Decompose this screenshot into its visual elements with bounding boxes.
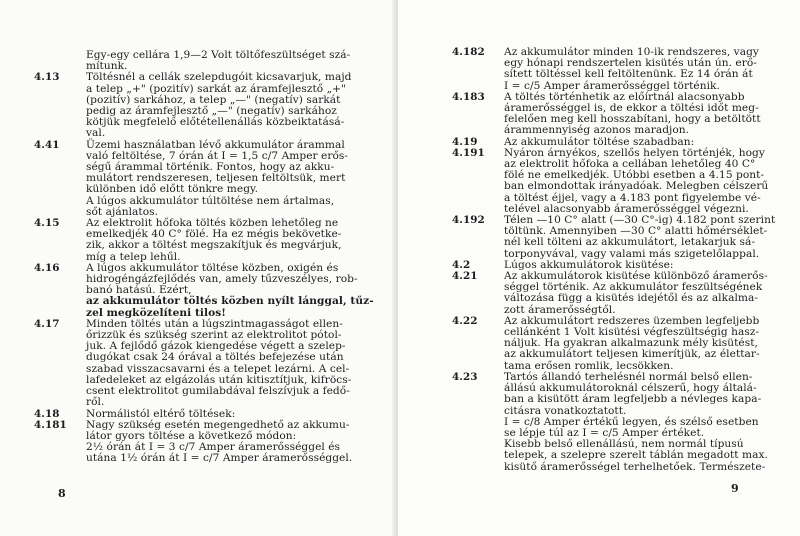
text-line: citásra vonatkoztatott.: [504, 404, 627, 417]
text-line: sőt ajánlatos.: [86, 205, 159, 218]
text-line: Tartós állandó terhelésnél normál belső ellen-: [504, 370, 753, 383]
text-line: mulátort rendszeresen, teljesen feltöltsük, mert: [86, 172, 346, 185]
section-number: 4.18: [34, 407, 60, 420]
text-line: val.: [86, 127, 106, 140]
section-number: 4.22: [452, 314, 478, 327]
section-number: 4.13: [34, 71, 60, 84]
text-line: hidrogéngázfejlődés van, amely tűzveszélyes, rob-: [86, 273, 358, 286]
section-number: 4.15: [34, 217, 60, 230]
text-line: Üzemi használatban lévő akkumulátor árammal: [86, 138, 345, 151]
text-line: töltünk. Amennyiben —30 C° alatti hőmérséklet-: [504, 225, 768, 238]
text-line: árammennyiség azonos maradjon.: [504, 124, 690, 137]
text-line: tama erősen romlik, lecsökken.: [504, 359, 674, 372]
text-line: lafedeleket az elgázolás után kitisztítjuk, kifröcs-: [86, 373, 352, 386]
text-line: kötjük megfelelő előtétellenállás közbeiktatásá-: [86, 116, 345, 129]
text-line: Az akkumulátort redszeres üzemben legfeljebb: [504, 314, 760, 327]
section-number: 4.192: [452, 214, 485, 227]
text-line: áramerősséggel is, de ekkor a töltési időt meg-: [504, 102, 759, 115]
paragraph: [34, 72, 352, 139]
page-number-right: 9: [731, 482, 739, 495]
paragraph: [34, 261, 374, 319]
text-line: banó hatású. Ezért,: [86, 284, 192, 297]
paragraph-body: [86, 218, 352, 263]
text-line: ban a kisütött áram legfeljebb a névleges kapa-: [504, 393, 762, 406]
paragraph-body: [504, 214, 776, 260]
text-line: csent elektrolitot gumilabdával felszívjuk a fedő-: [86, 385, 350, 398]
text-line: látor gyors töltése a következő módon:: [86, 429, 297, 442]
section-number: 4.181: [34, 418, 67, 431]
paragraph-body: [504, 370, 768, 473]
section-number: 4.21: [452, 270, 478, 283]
paragraph: [34, 420, 352, 465]
paragraph-body: [86, 319, 352, 409]
text-line: nél kell tölteni az akkumulátort, letakarjuk sá-: [504, 236, 755, 249]
text-line: az elektrolit hőfoka a cellában lehetőleg 40 C°: [504, 158, 756, 171]
text-line: sített töltéssel kell feltöltenünk. Ez 14 órán át: [504, 68, 753, 81]
paragraph-body: [504, 146, 769, 215]
text-line: különben idő előtt tönkre megy.: [86, 183, 259, 196]
text-line: séggel történik. Az akkumulátor feszültségének: [504, 281, 763, 294]
section-number: 4.17: [34, 317, 60, 330]
text-line: juk. A fejlődő gázok kiengedése végett a szelep-: [86, 340, 346, 353]
text-line: I = c/5 Amper áramerősséggel történik.: [504, 79, 720, 92]
paragraph-body: [86, 50, 352, 72]
text-line: Az akkumulátorok kisütése különböző áramerős-: [504, 270, 768, 283]
text-line: Normálistól eltérő töltések:: [86, 407, 236, 420]
text-line: utána 1½ órán át I = c/7 Amper áramerősséggel.: [86, 452, 353, 465]
text-line: Minden töltés után a lúgszintmagasságot ellen-: [86, 317, 343, 330]
paragraph-body: [504, 314, 760, 372]
text-line: fölé ne emelkedjék. Utóbbi esetben a 4.15 pont-: [504, 169, 765, 182]
right-page: [398, 0, 800, 536]
text-line: I = c/8 Amper értékű legyen, és szélső esetben: [504, 415, 759, 428]
section-number: 4.41: [34, 138, 60, 151]
text-line: Nagy szükség esetén megengedhető az akkumu-: [86, 418, 350, 431]
text-line: telepek, a szelepre szerelt táblán megadott max.: [504, 449, 768, 462]
section-number: 4.182: [452, 46, 485, 58]
text-line: A töltés történhetik az előírtnál alacsonyabb: [504, 90, 745, 103]
text-line: való feltöltése, 7 órán át I = 1,5 c/7 Amper erős-: [86, 149, 349, 162]
text-line: Az akkumulátor minden 10-ik rendszeres, vagy: [504, 46, 759, 58]
section-number: 4.16: [34, 261, 60, 274]
text-line: telével alacsonyabb áramerősséggel végezni.: [504, 202, 749, 215]
text-line: náljuk. Ha gyakran alkalmazunk mély kisütést,: [504, 337, 758, 350]
text-line: egy hónapi rendszertelen kisütés után ún. erő-: [504, 57, 757, 70]
text-line: míg a telep lehűl.: [86, 250, 181, 263]
text-line: Nyáron árnyékos, szellős helyen történjék, hogy: [504, 146, 765, 159]
text-line: őrizzük és szükség szerint az elektrolitot pótol-: [86, 329, 342, 342]
text-line: zik, akkor a töltést megszakítjuk és megvárjuk,: [86, 239, 342, 252]
paragraph: [34, 218, 352, 263]
left-page: [0, 0, 398, 536]
text-line: szabad visszacsavarni és a telepet lezárni. A cel-: [86, 362, 350, 375]
paragraph-body: [86, 72, 352, 139]
text-line: cellánként 1 Volt kisütési végfeszültségig hasz-: [504, 326, 760, 339]
text-line: Az elektrolit hőfoka töltés közben lehetőleg ne: [86, 217, 339, 230]
text-line: A lúgos akkumulátor töltése közben, oxigén és: [86, 261, 339, 274]
page-number-left: 8: [58, 487, 66, 500]
warning-line: zel megközelíteni tilos!: [86, 306, 226, 319]
paragraph: [452, 314, 760, 372]
paragraph: [34, 140, 352, 218]
paragraph-body: [504, 90, 761, 137]
text-line: Az akkumulátor töltése szabadban:: [504, 135, 695, 148]
text-line: A lúgos akkumulátor túltöltése nem ártalmas,: [86, 194, 335, 207]
paragraph-body: [86, 261, 374, 319]
text-line: se lépje túl az I = c/5 Amper értéket.: [504, 426, 705, 439]
paragraph-body: [86, 420, 352, 465]
paragraph: [452, 146, 769, 215]
text-line: állású akkumulátoroknál célszerű, hogy általá-: [504, 382, 757, 395]
text-line: ről.: [86, 396, 105, 409]
text-line: ségű árammal történik. Fontos, hogy az akku-: [86, 161, 335, 174]
paragraph: [452, 46, 759, 92]
section-number: 4.19: [452, 135, 478, 148]
left-page-text: [34, 49, 374, 465]
text-line: dugókat csak 24 órával a töltés befejezése után: [86, 351, 344, 364]
text-line: Egy-egy cellára 1,9—2 Volt töltőfeszültséget szá-: [86, 49, 351, 61]
text-line: kisütő áramerősségel terhelhetőek. Természete-: [504, 460, 766, 473]
paragraph: [452, 270, 768, 316]
section-number: 4.23: [452, 370, 478, 383]
text-line: felelően meg kell hosszabítani, hogy a betöltött: [504, 113, 761, 126]
paragraph: [452, 214, 776, 260]
text-line: ban elmondottak irányadóak. Melegben célszerű: [504, 180, 769, 193]
paragraph: [452, 370, 768, 473]
text-line: Kisebb belső ellenállású, nem normál típusú: [504, 438, 744, 451]
text-line: Töltésnél a cellák szelepdugóit kicsavarjuk, majd: [86, 71, 352, 84]
text-line: torponyvával, vagy valami más szigetelőlappal.: [504, 247, 760, 260]
paragraph: [452, 90, 761, 137]
section-number: 4.183: [452, 90, 485, 103]
text-line: Lúgos akkumulátorok kisütése:: [504, 258, 674, 271]
text-line: mítunk.: [86, 60, 128, 73]
paragraph: [34, 319, 352, 409]
text-line: emelkedjék 40 C° fölé. Ha ez mégis bekövetke-: [86, 228, 342, 241]
text-line: zott áramerősségtől.: [504, 303, 616, 316]
text-line: a töltést éjjel, vagy a 4.183 pont figyelembe vé-: [504, 191, 761, 204]
text-line: 2½ órán át I = 3 c/7 Amper áramerősséggel és: [86, 441, 341, 454]
text-line: Télen —10 C° alatt (—30 C°-ig) 4.182 pont szerint: [504, 214, 776, 227]
text-line: (pozitív) sarkához, a telep „—" (negatív) sarkát: [86, 93, 341, 106]
section-number: 4.2: [452, 258, 471, 271]
paragraph: [34, 50, 352, 72]
text-line: a telep „+" (pozitív) sarkát az áramfejlesztő „+": [86, 82, 347, 95]
text-line: változása függ a kisütés idejétől és az alkalma-: [504, 292, 758, 305]
warning-line: az akkumulátor töltés közben nyílt lánggal, tűz-: [86, 295, 374, 308]
text-line: az akkumulátort teljesen kimerítjük, az élettar-: [504, 348, 760, 361]
paragraph-body: [504, 270, 768, 316]
text-line: pedig az áramfejlesztő „—" (negatív) sarkához: [86, 105, 337, 118]
section-number: 4.191: [452, 146, 485, 159]
paragraph-body: [504, 46, 759, 92]
paragraph-body: [86, 140, 352, 218]
right-page-text: [452, 46, 776, 473]
